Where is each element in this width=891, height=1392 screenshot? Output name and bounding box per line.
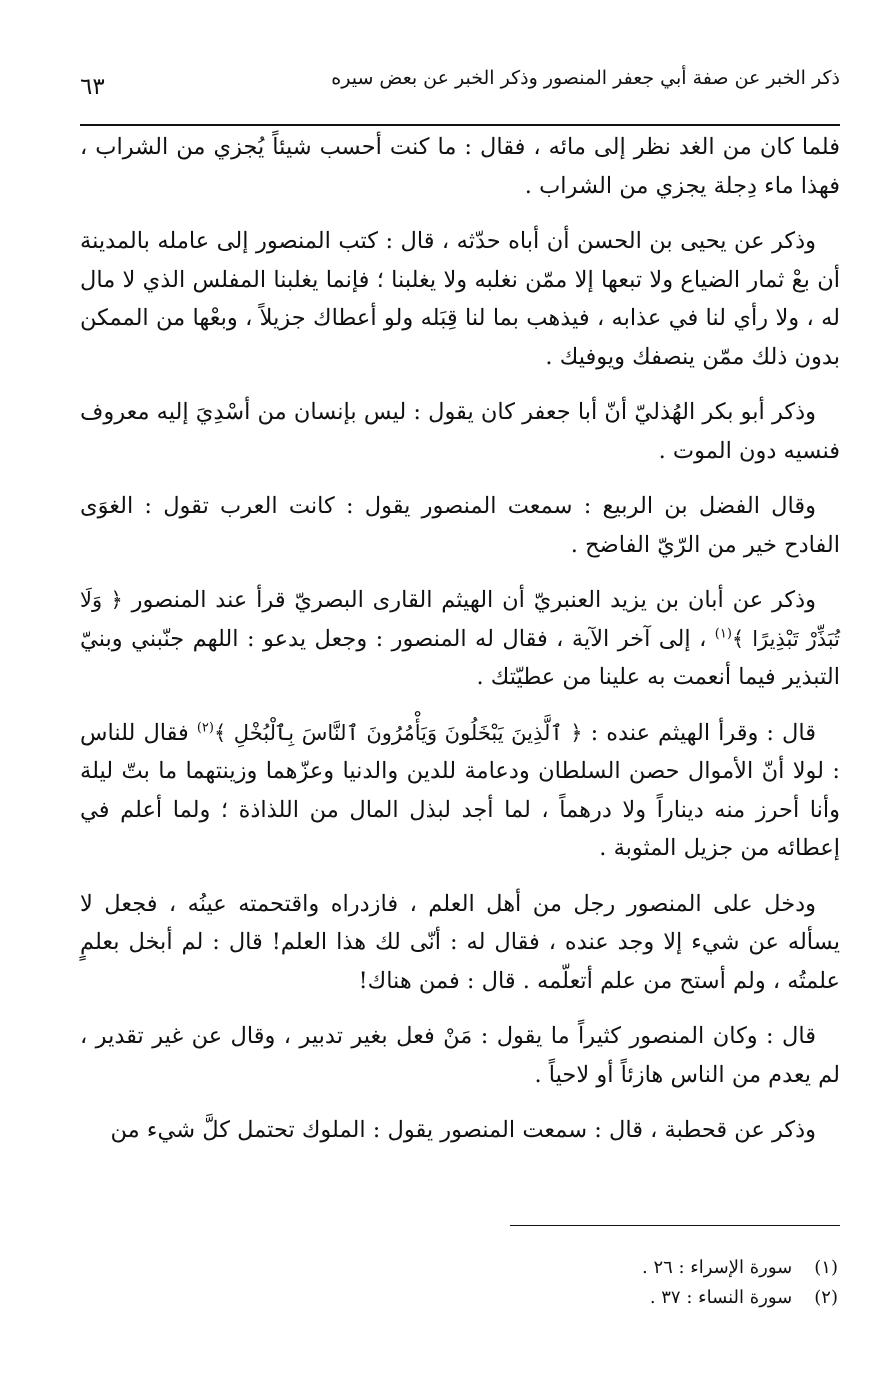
- page-number: ٦٣: [80, 74, 105, 100]
- quran-verse-2: ﴿ ٱلَّذِينَ يَبْخَلُونَ وَيَأْمُرُونَ ٱلنَّاسَ بِٱلْبُخْلِ ﴾: [213, 720, 583, 745]
- paragraph-6-text-a: قال : وقرأ الهيثم عنده :: [582, 719, 816, 746]
- footnotes: [80, 1253, 838, 1313]
- footnote-1-text: سورة الإسراء : ٢٦ .: [641, 1257, 793, 1278]
- paragraph-5-text-a: وذكر عن أبان بن يزيد العنبريّ أن الهيثم القارى البصريّ قرأ عند المنصور: [122, 587, 816, 613]
- paragraph-4: وقال الفضل بن الربيع : سمعت المنصور يقول : كانت العرب تقول : الغوَى الفادح خير من الرّيّ الفاضح .: [80, 493, 840, 558]
- footnote-2-text: سورة النساء : ٣٧ .: [649, 1287, 793, 1308]
- footnote-ref-2[interactable]: (٢): [196, 720, 214, 735]
- paragraph-2: وذكر عن يحيى بن الحسن أن أباه حدّثه ، قال : كتب المنصور إلى عامله بالمدينة أن بعْ ثمار الضياع ولا تبعها إلا ممّن نغلبه ولا يغلبنا ؛ فإنما يغلبنا المفلس الذي لا مال له ، ولا رأي لنا في عذابه ، فيذهب بما لنا قِبَله ولو أعطاك جزيلاً ، وبعْها من الممكن بدون ذلك ممّن ينصفك ويوفيك .: [80, 228, 840, 370]
- footnote-rule: [510, 1225, 840, 1226]
- body-text: [80, 128, 840, 1167]
- paragraph-9: وذكر عن قحطبة ، قال : سمعت المنصور يقول : الملوك تحتمل كلَّ شيء من: [110, 1117, 816, 1143]
- running-header: [80, 60, 840, 122]
- paragraph-1: فلما كان من الغد نظر إلى مائه ، فقال : ما كنت أحسب شيئاً يُجزي من الشراب ، فهذا ماء دِجلة يجزي من الشراب .: [80, 134, 840, 199]
- footnote-ref-1[interactable]: (١): [714, 626, 732, 641]
- footnote-1-number: (١): [814, 1257, 838, 1278]
- paragraph-5-text-b: ، إلى آخر الآية ، فقال له المنصور : وجعل يدعو : اللهم جنّبني وبنيّ التبذير فيما أنعمت به علينا من عطيّتك .: [80, 625, 840, 690]
- paragraph-3: وذكر أبو بكر الهُذليّ أنّ أبا جعفر كان يقول : ليس بإنسان من أسْدِيَ إليه معروف فنسيه دون الموت .: [80, 399, 840, 464]
- paragraph-6: [80, 714, 840, 868]
- paragraph-7: ودخل على المنصور رجل من أهل العلم ، فازدراه واقتحمته عينُه ، فجعل لا يسأله عن شيء إلا وجد عنده ، فقال له : أنّى لك هذا العلم! قال : لم أبخل بعلمٍ علمتُه ، ولم أستح من علم أتعلّمه . قال : فمن هناك!: [80, 890, 840, 994]
- paragraph-6-text-b: فقال للناس : لولا أنّ الأموال حصن السلطان ودعامة للدين والدنيا وعزّهما وزينتهما ما بتّ ليلة وأنا أحرز منه ديناراً ولا درهماً ، لما أجد لبذل المال من اللذاذة ؛ ولما أعلم في إعطائه من جزيل المثوبة .: [80, 719, 840, 861]
- paragraph-5: [80, 581, 840, 697]
- paragraph-8: قال : وكان المنصور كثيراً ما يقول : مَنْ فعل بغير تدبير ، وقال عن غير تقدير ، لم يعدم من الناس هازئاً أو لاحياً .: [80, 1023, 840, 1088]
- header-rule: [80, 124, 840, 126]
- footnote-2-number: (٢): [814, 1287, 838, 1308]
- footnote-1: [80, 1253, 838, 1283]
- quran-verse-1: ﴿ وَلَا تُبَذِّرْ تَبْذِيرًا ﴾: [80, 588, 840, 651]
- header-title: ذكر الخبر عن صفة أبي جعفر المنصور وذكر الخبر عن بعض سيره: [331, 67, 840, 89]
- footnote-2: [80, 1283, 838, 1313]
